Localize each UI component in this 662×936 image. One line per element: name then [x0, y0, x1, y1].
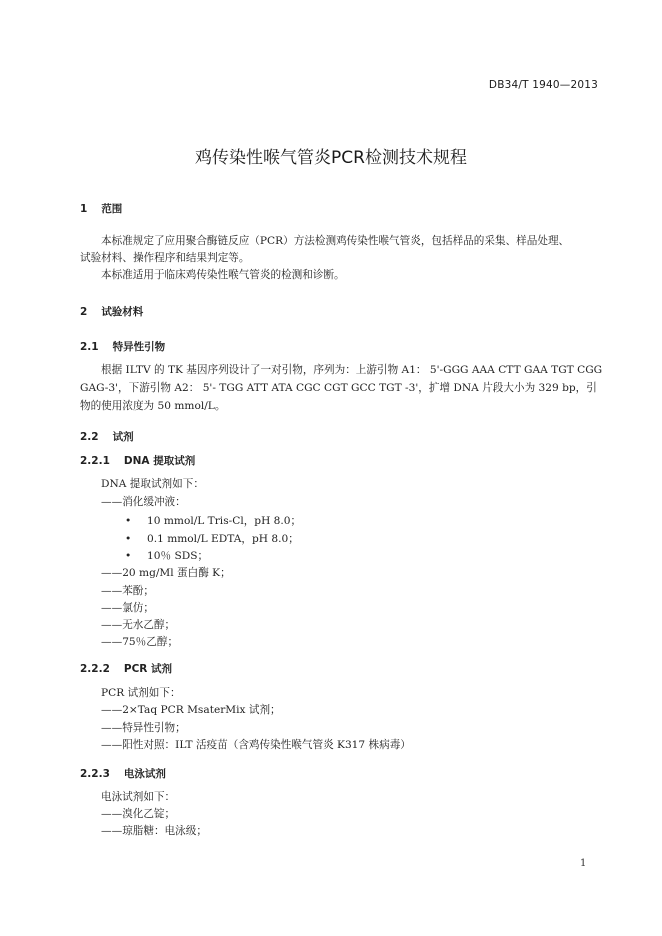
section-number: 2.2 — [80, 431, 99, 443]
bullet-item — [125, 513, 301, 528]
paragraph-line: 根据 ILTV 的 TK 基因序列设计了一对引物，序列为：上游引物 A1： 5'-GGG AAA CTT GAA TGT CGG — [101, 364, 603, 376]
list-item: ——溴化乙锭； — [101, 808, 176, 820]
list-item: ——琼脂糖：电泳级； — [101, 825, 207, 837]
bullet-icon: • — [125, 515, 132, 527]
page-number: 1 — [580, 858, 587, 869]
section-2-2-1-heading — [80, 453, 195, 468]
section-title: 电泳试剂 — [123, 768, 166, 780]
section-title: 试剂 — [112, 431, 134, 443]
paragraph-line: GAG-3'，下游引物 A2： 5'- TGG ATT ATA CGC CGT GCC TGT -3'，扩增 DNA 片段大小为 329 bp，引 — [80, 382, 597, 394]
section-2-1-heading — [80, 339, 165, 354]
list-item: ——20 mg/Ml 蛋白酶 K； — [101, 567, 231, 579]
section-title: 范围 — [101, 203, 123, 215]
standard-code: DB34/T 1940—2013 — [488, 79, 598, 91]
bullet-item — [125, 548, 208, 563]
bullet-text: 10％ SDS； — [147, 550, 209, 562]
list-item: ——氯仿； — [101, 602, 154, 614]
section-number: 2 — [80, 306, 88, 318]
bullet-text: 0.1 mmol/L EDTA，pH 8.0； — [147, 533, 299, 545]
section-number: 2.1 — [80, 341, 99, 353]
section-title: 特异性引物 — [112, 341, 166, 353]
bullet-text: 10 mmol/L Tris-Cl，pH 8.0； — [147, 515, 302, 527]
bullet-icon: • — [125, 550, 132, 562]
list-item: ——2×Taq PCR MsaterMix 试剂； — [101, 704, 281, 716]
list-item: ——苯酚； — [101, 585, 154, 597]
section-number: 2.2.3 — [80, 768, 110, 780]
section-number: 1 — [80, 203, 88, 215]
document-title: 鸡传染性喉气管炎PCR检测技术规程 — [195, 148, 467, 168]
section-title: PCR 试剂 — [123, 663, 173, 675]
list-item: ——特异性引物； — [101, 722, 186, 734]
list-item: ——75％乙醇； — [101, 636, 179, 648]
bullet-item — [125, 531, 299, 546]
section-number: 2.2.2 — [80, 663, 110, 675]
section-title: DNA 提取试剂 — [123, 455, 196, 467]
section-2-2-heading — [80, 429, 134, 444]
section-2-2-2-heading — [80, 661, 172, 676]
section-2-heading — [80, 304, 143, 319]
paragraph-line: 本标准适用于临床鸡传染性喉气管炎的检测和诊断。 — [101, 269, 345, 281]
section-title: 试验材料 — [101, 306, 144, 318]
paragraph-line: 物的使用浓度为 50 mmol/L。 — [80, 400, 226, 412]
bullet-icon: • — [125, 533, 132, 545]
list-intro: PCR 试剂如下： — [101, 687, 181, 699]
list-item: ——无水乙醇； — [101, 619, 176, 631]
paragraph-line: 本标准规定了应用聚合酶链反应（PCR）方法检测鸡传染性喉气管炎，包括样品的采集、样品处理、 — [101, 235, 570, 247]
section-2-2-3-heading — [80, 766, 166, 781]
list-item: ——阳性对照：ILT 活疫苗（含鸡传染性喉气管炎 K317 株病毒） — [101, 739, 411, 751]
section-1-heading — [80, 201, 122, 216]
list-intro: DNA 提取试剂如下： — [101, 478, 204, 490]
paragraph-line: 试验材料、操作程序和结果判定等。 — [80, 252, 250, 264]
section-number: 2.2.1 — [80, 455, 110, 467]
list-intro: 电泳试剂如下： — [101, 791, 176, 803]
list-item: ——消化缓冲液： — [101, 496, 186, 508]
